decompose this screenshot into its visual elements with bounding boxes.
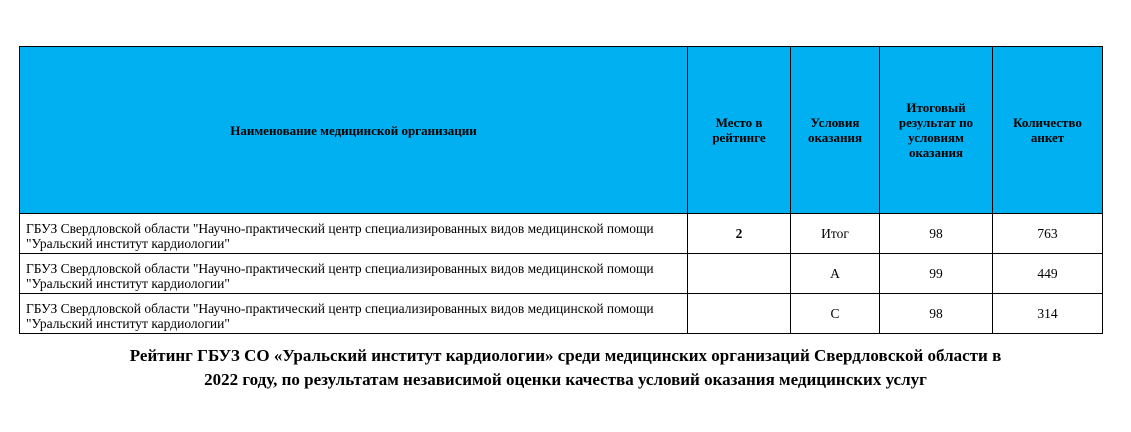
conditions-cell: Итог (791, 214, 880, 254)
table-body (20, 214, 1103, 334)
count-cell: 449 (993, 254, 1103, 294)
place-cell (688, 294, 791, 334)
header-row (20, 47, 1103, 214)
conditions-cell: С (791, 294, 880, 334)
count-cell: 763 (993, 214, 1103, 254)
result-cell: 99 (880, 254, 993, 294)
table-header (20, 47, 1103, 214)
header-count: Количество анкет (993, 47, 1103, 214)
count-cell: 314 (993, 294, 1103, 334)
header-place: Место в рейтинге (688, 47, 791, 214)
rating-table (19, 46, 1103, 334)
table-row (20, 254, 1103, 294)
place-cell: 2 (688, 214, 791, 254)
organization-name-cell: ГБУЗ Свердловской области "Научно-практический центр специализированных видов медицинской помощи "Уральский институт кардиологии" (20, 254, 688, 294)
caption-line-2: 2022 году, по результатам независимой оценки качества условий оказания медицинских услуг (204, 370, 927, 389)
result-cell: 98 (880, 294, 993, 334)
organization-name-cell: ГБУЗ Свердловской области "Научно-практический центр специализированных видов медицинской помощи "Уральский институт кардиологии" (20, 214, 688, 254)
organization-name-cell: ГБУЗ Свердловской области "Научно-практический центр специализированных видов медицинской помощи "Уральский институт кардиологии" (20, 294, 688, 334)
header-name: Наименование медицинской организации (20, 47, 688, 214)
header-result: Итоговый результат по условиям оказания (880, 47, 993, 214)
result-cell: 98 (880, 214, 993, 254)
table-row (20, 294, 1103, 334)
rating-caption (0, 344, 1131, 392)
caption-line-1: Рейтинг ГБУЗ СО «Уральский институт кардиологии» среди медицинских организаций Свердловской области в (129, 346, 1002, 365)
header-conditions: Условия оказания (791, 47, 880, 214)
table-row (20, 214, 1103, 254)
conditions-cell: А (791, 254, 880, 294)
place-cell (688, 254, 791, 294)
